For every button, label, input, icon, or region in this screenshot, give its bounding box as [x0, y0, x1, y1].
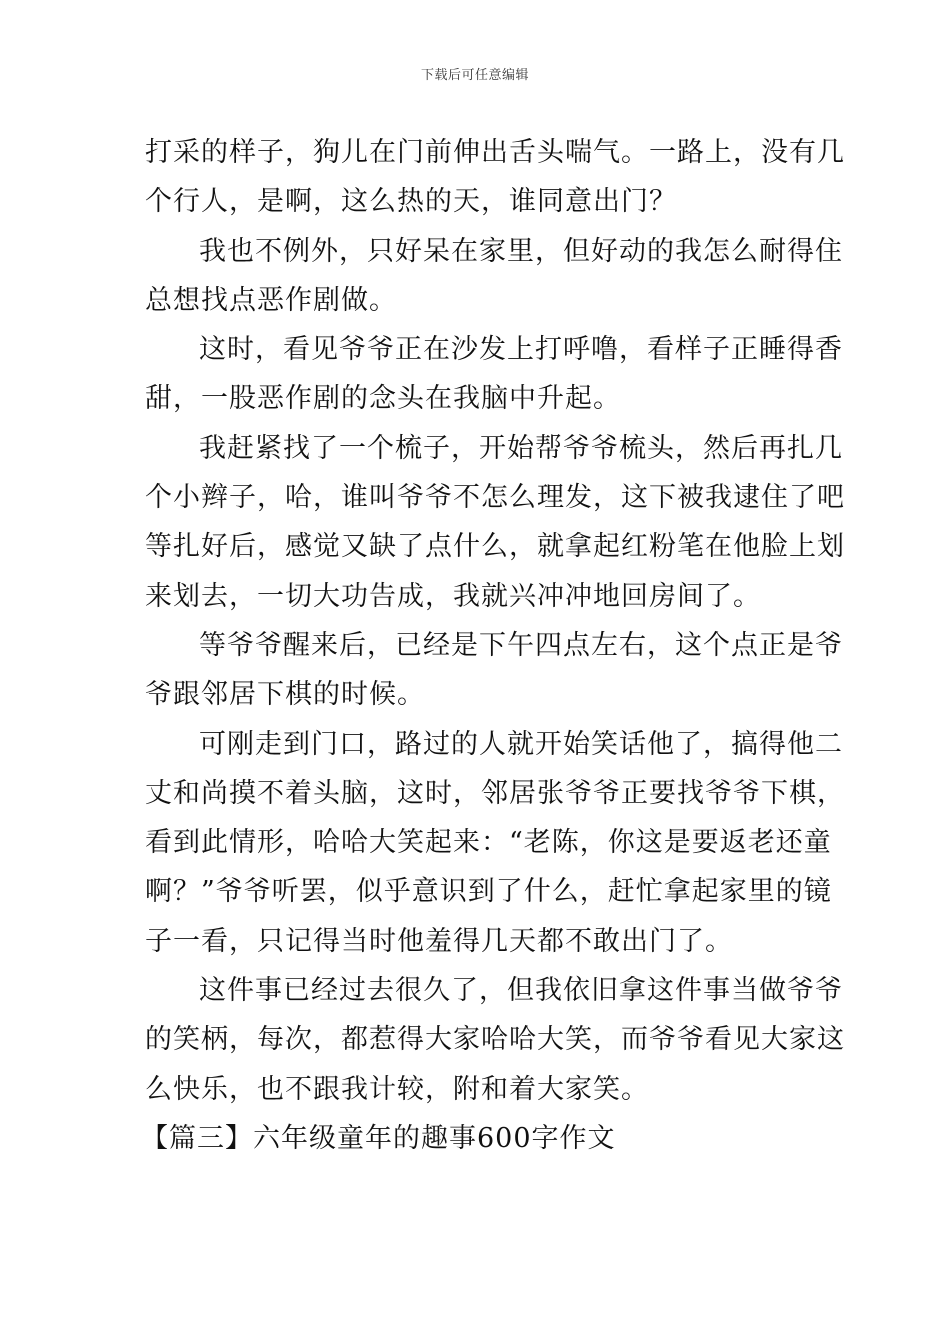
text-line-4: 总想找点恶作剧做。: [145, 284, 397, 316]
text-line-17: 子一看，只记得当时他羞得几天都不敢出门了。: [145, 925, 733, 957]
text-line-19: 的笑柄，每次，都惹得大家哈哈大笑，而爷爷看见大家这: [145, 1024, 845, 1056]
text-line-18: 这件事已经过去很久了，但我依旧拿这件事当做爷爷: [199, 975, 843, 1007]
text-line-15: 看到此情形，哈哈大笑起来：“老陈，你这是要返老还童: [145, 827, 832, 859]
text-line-16: 啊？”爷爷听罢，似乎意识到了什么，赶忙拿起家里的镜: [145, 876, 832, 908]
text-line-10: 来划去，一切大功告成，我就兴冲冲地回房间了。: [145, 580, 761, 612]
text-line-12: 爷跟邻居下棋的时候。: [145, 679, 425, 711]
text-line-8: 个小辫子，哈，谁叫爷爷不怎么理发，这下被我逮住了吧: [145, 482, 845, 514]
text-line-2: 个行人，是啊，这么热的天，谁同意出门？: [145, 186, 677, 218]
text-line-13: 可刚走到门口，路过的人就开始笑话他了，搞得他二: [199, 728, 843, 760]
document-body: [141, 128, 845, 1163]
text-line-7: 我赶紧找了一个梳子，开始帮爷爷梳头，然后再扎几: [199, 432, 843, 464]
text-line-9: 等扎好后，感觉又缺了点什么，就拿起红粉笔在他脸上划: [145, 531, 845, 563]
text-line-20: 么快乐，也不跟我计较，附和着大家笑。: [145, 1073, 649, 1105]
text-line-5: 这时，看见爷爷正在沙发上打呼噜，看样子正睡得香: [199, 334, 843, 366]
text-line-14: 丈和尚摸不着头脑，这时，邻居张爷爷正要找爷爷下棋，: [145, 777, 845, 809]
text-line-6: 甜，一股恶作剧的念头在我脑中升起。: [145, 383, 621, 415]
page-header: 下载后可任意编辑: [420, 68, 529, 83]
section-heading: 【篇三】六年级童年的趣事600字作文: [141, 1122, 616, 1154]
text-line-3: 我也不例外，只好呆在家里，但好动的我怎么耐得住: [199, 235, 843, 267]
text-line-1: 打采的样子，狗儿在门前伸出舌头喘气。一路上，没有几: [145, 137, 845, 168]
text-line-11: 等爷爷醒来后，已经是下午四点左右，这个点正是爷: [199, 629, 843, 661]
